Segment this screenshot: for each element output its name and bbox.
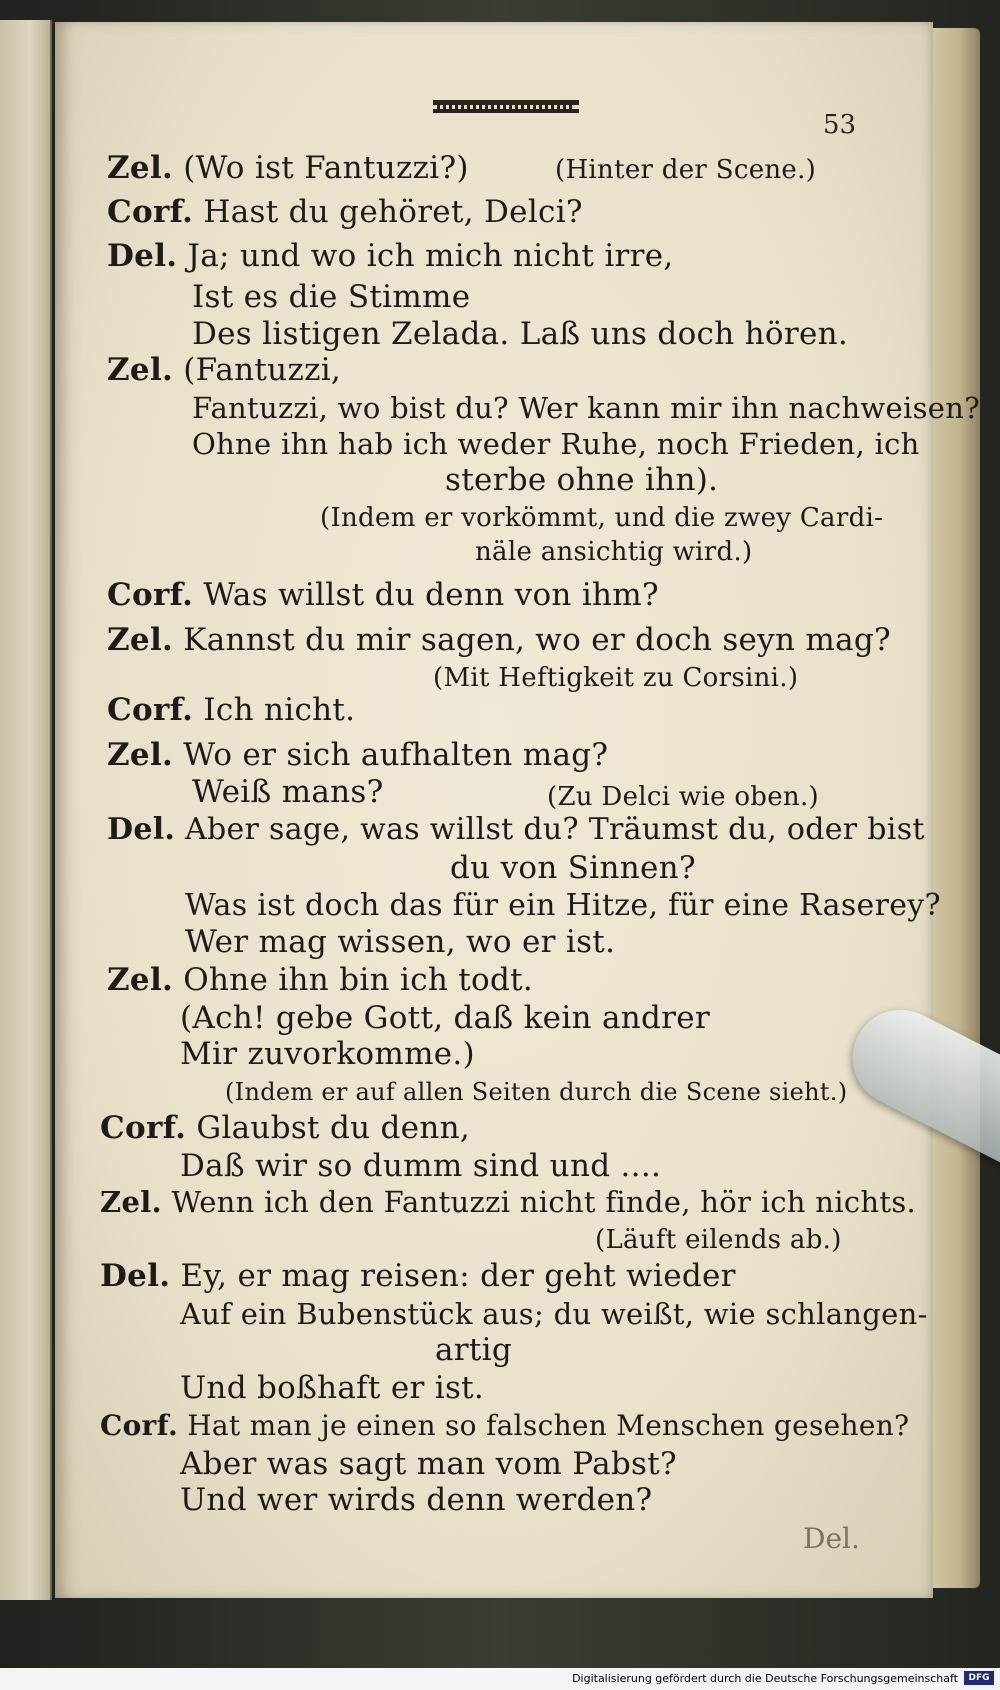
- text-line: Fantuzzi, wo bist du? Wer kann mir ihn nachweisen?: [192, 391, 981, 425]
- text-line: Del. Aber sage, was willst du? Träumst du, oder bist: [107, 812, 925, 847]
- text-line: Weiß mans?: [192, 774, 384, 810]
- text-line: Und wer wirds denn werden?: [180, 1482, 653, 1518]
- text-line: Corf. Ich nicht.: [107, 692, 356, 728]
- stage-direction: (Zu Delci wie oben.): [547, 782, 819, 812]
- stage-direction: (Indem er auf allen Seiten durch die Scene sieht.): [225, 1078, 848, 1106]
- text-line: Daß wir so dumm sind und ....: [180, 1148, 662, 1184]
- stage-direction: (Mit Heftigkeit zu Corsini.): [433, 663, 799, 693]
- stage-direction: (Indem er vorkömmt, und die zwey Cardi-: [320, 503, 884, 533]
- text-line: Aber was sagt man vom Pabst?: [180, 1446, 677, 1482]
- footer-credit: Digitalisierung gefördert durch die Deutsche Forschungsgemeinschaft: [572, 1672, 958, 1685]
- page-number: 53: [823, 110, 857, 140]
- text-line: Mir zuvorkomme.): [180, 1036, 475, 1072]
- stage-direction: (Hinter der Scene.): [555, 155, 817, 185]
- text-line: sterbe ohne ihn).: [445, 462, 719, 498]
- header-ornament: [433, 100, 579, 116]
- previous-page-edge: [0, 20, 52, 1600]
- text-line: artig: [435, 1332, 513, 1368]
- text-line: Zel. Wenn ich den Fantuzzi nicht finde, hör ich nichts.: [100, 1185, 917, 1219]
- text-line: Ist es die Stimme: [192, 279, 471, 315]
- text-line: Und boßhaft er ist.: [180, 1370, 485, 1406]
- dfg-logo: DFG: [964, 1671, 994, 1685]
- text-line: Auf ein Bubenstück aus; du weißt, wie schlangen-: [180, 1297, 928, 1331]
- text-line: Del. Ey, er mag reisen: der geht wieder: [100, 1258, 736, 1294]
- text-line: Des listigen Zelada. Laß uns doch hören.: [192, 316, 849, 352]
- text-line: Corf. Hast du gehöret, Delci?: [107, 194, 583, 230]
- text-line: Ohne ihn hab ich weder Ruhe, noch Frieden, ich: [192, 427, 920, 461]
- text-line: du von Sinnen?: [450, 850, 696, 886]
- text-line: Zel. (Fantuzzi,: [107, 352, 342, 388]
- text-line: Zel. (Wo ist Fantuzzi?): [107, 150, 469, 186]
- stage-direction: näle ansichtig wird.): [475, 537, 753, 567]
- text-line: Was ist doch das für ein Hitze, für eine Raserey?: [185, 888, 941, 923]
- text-line: Corf. Glaubst du denn,: [100, 1110, 471, 1146]
- stage-direction: (Läuft eilends ab.): [595, 1225, 842, 1255]
- text-line: Zel. Kannst du mir sagen, wo er doch seyn mag?: [107, 622, 891, 658]
- text-line: Del. Ja; und wo ich mich nicht irre,: [107, 238, 674, 274]
- page-stack-edge: [930, 28, 980, 1588]
- book-page: [55, 22, 981, 1598]
- text-line: (Ach! gebe Gott, daß kein andrer: [180, 1000, 711, 1036]
- text-line: Zel. Wo er sich aufhalten mag?: [107, 737, 609, 773]
- text-line: Corf. Hat man je einen so falschen Menschen gesehen?: [100, 1409, 910, 1442]
- text-line: Zel. Ohne ihn bin ich todt.: [107, 962, 534, 998]
- text-line: Wer mag wissen, wo er ist.: [185, 924, 616, 960]
- catchword: Del.: [803, 1522, 860, 1555]
- text-line: Corf. Was willst du denn von ihm?: [107, 577, 659, 613]
